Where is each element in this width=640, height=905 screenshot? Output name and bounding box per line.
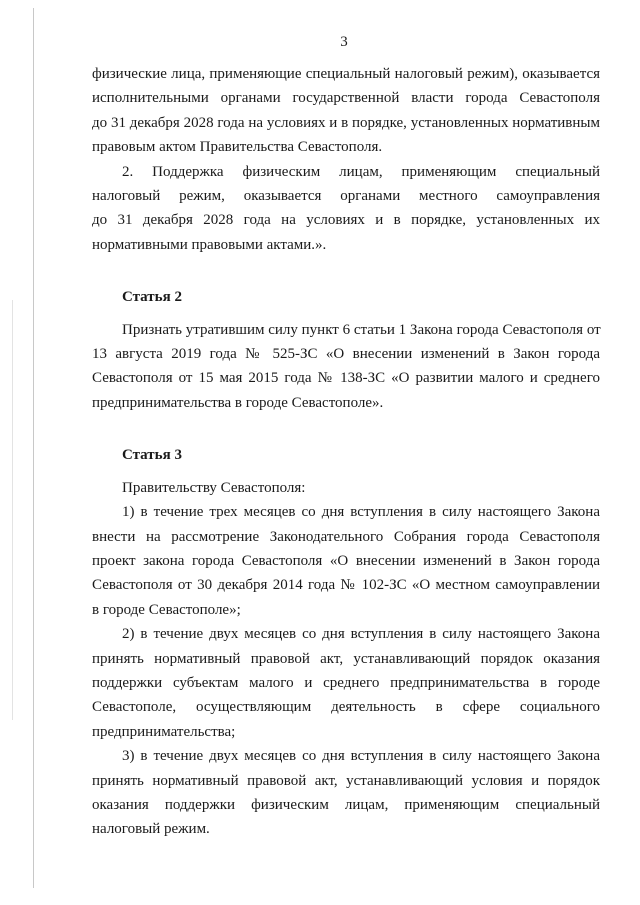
document-body (92, 62, 600, 842)
text-line: Признать утратившим силу пункт 6 статьи 1 Закона города Севастополя от (122, 321, 601, 338)
continuation-paragraph (92, 62, 600, 160)
scan-edge-line-faint (12, 300, 13, 720)
text-line: Севастополя от 30 декабря 2014 года № 102-ЗС «О местном самоуправлении (92, 577, 600, 594)
text-line: 13 августа 2019 года № 525-ЗС «О внесении изменений в Закон города (92, 346, 600, 363)
text-line: принять нормативный правовой акт, устанавливающий условия и порядок (92, 772, 600, 789)
text-line: до 31 декабря 2028 года на условиях и в порядке, установленных их (92, 212, 600, 229)
text-line: предпринимательства; (92, 723, 236, 740)
text-line: исполнительными органами государственной власти города Севастополя (92, 90, 600, 107)
text-line: проект закона города Севастополя «О внесении изменений в Закон города (92, 552, 600, 569)
article-3-intro (92, 476, 600, 500)
text-line: налоговый режим. (92, 821, 210, 838)
text-line: в городе Севастополе»; (92, 601, 241, 618)
article-3-item-2 (92, 622, 600, 744)
text-line: внести на рассмотрение Законодательного Собрания города Севастополя (92, 528, 600, 545)
text-line: 3) в течение двух месяцев со дня вступления в силу настоящего Закона (122, 748, 600, 765)
text-line: 1) в течение трех месяцев со дня вступления в силу настоящего Закона (122, 504, 600, 521)
text-line: Севастополя от 15 мая 2015 года № 138-ЗС «О развитии малого и среднего (92, 370, 600, 387)
item-2-paragraph (92, 160, 600, 258)
text-line: Севастополе, осуществляющим деятельность в сфере социального (92, 699, 600, 716)
article-3-heading: Статья 3 (122, 447, 182, 464)
text-line: правовым актом Правительства Севастополя. (92, 139, 383, 156)
scan-edge-line (33, 8, 34, 888)
text-line: принять нормативный правовой акт, устанавливающий порядок оказания (92, 650, 600, 667)
text-line: предпринимательства в городе Севастополе». (92, 394, 384, 411)
text-line: до 31 декабря 2028 года на условиях и в порядке, установленных нормативным (92, 114, 600, 131)
article-3-item-3 (92, 744, 600, 842)
text-line: поддержки субъектам малого и среднего предпринимательства в городе (92, 674, 600, 691)
text-line: налоговый режим, оказывается органами местного самоуправления (92, 188, 600, 205)
article-2-heading: Статья 2 (122, 289, 182, 306)
text-line: нормативными правовыми актами.». (92, 236, 327, 253)
text-line: 2. Поддержка физическим лицам, применяющим специальный (122, 163, 600, 180)
article-2-paragraph (92, 318, 600, 416)
text-line: физические лица, применяющие специальный налоговый режим), оказывается (92, 66, 600, 82)
text-line: оказания поддержки физическим лицам, применяющим специальный (92, 796, 600, 813)
page-number: 3 (340, 34, 348, 50)
article-3-item-1 (92, 500, 600, 622)
text-line: 2) в течение двух месяцев со дня вступления в силу настоящего Закона (122, 626, 600, 643)
text-line: Правительству Севастополя: (122, 479, 306, 496)
